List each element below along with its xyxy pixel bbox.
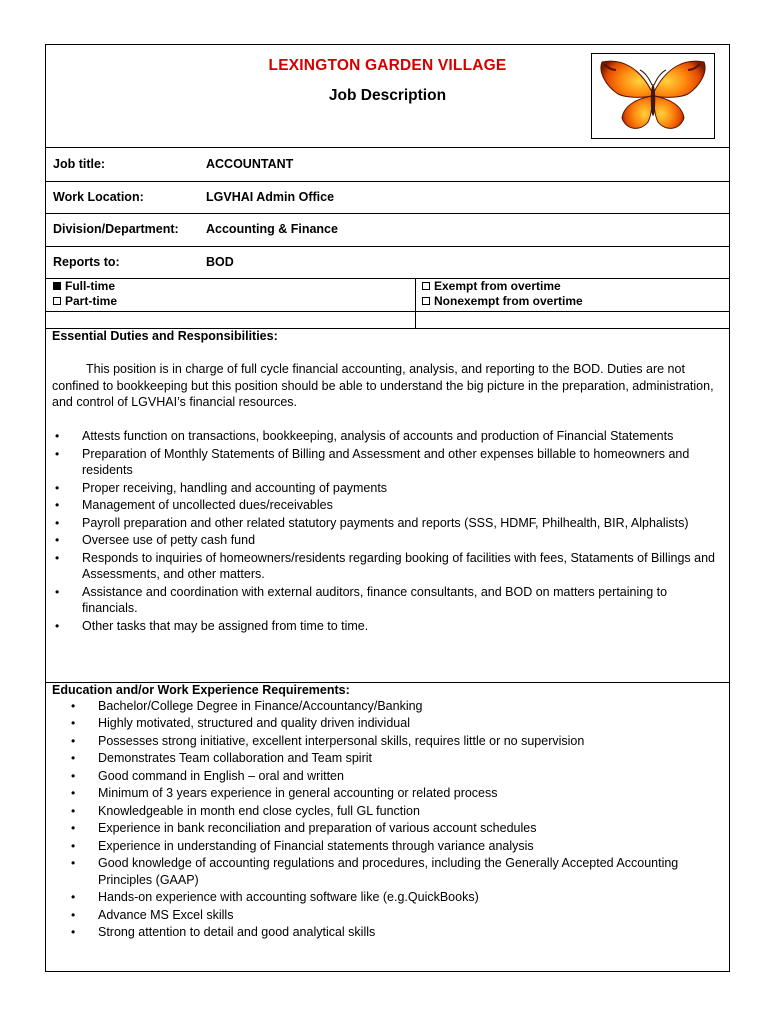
job-title-label: Job title: <box>53 157 106 171</box>
work-location-value: LGVHAI Admin Office <box>206 190 335 204</box>
duties-section-title: Essential Duties and Responsibilities: <box>52 329 278 343</box>
list-item-text: Advance MS Excel skills <box>98 907 234 922</box>
list-item-text: Experience in understanding of Financial statements through variance analysis <box>98 838 534 853</box>
list-item <box>68 838 708 855</box>
list-item <box>68 733 708 750</box>
exempt-label: Exempt from overtime <box>434 279 561 293</box>
list-item <box>68 855 708 888</box>
divider <box>46 213 729 214</box>
list-item-text: Payroll preparation and other related statutory payments and reports (SSS, HDMF, Philhealth, BIR, Alphalists) <box>82 515 689 530</box>
job-title-value: ACCOUNTANT <box>206 157 294 171</box>
list-item-text: Knowledgeable in month end close cycles, full GL function <box>98 803 420 818</box>
exempt-option[interactable] <box>422 279 561 293</box>
work-location-label: Work Location: <box>53 190 144 204</box>
full-time-label: Full-time <box>65 279 115 293</box>
job-description-document <box>45 44 730 972</box>
bullet-icon: • <box>55 429 60 443</box>
bullet-icon: • <box>55 480 60 495</box>
bullet-icon: • <box>55 498 60 512</box>
butterfly-icon <box>592 54 714 138</box>
list-item <box>68 715 708 732</box>
bullet-icon: • <box>71 821 76 836</box>
list-item <box>68 785 708 802</box>
list-item-text: Highly motivated, structured and quality driven individual <box>98 716 410 731</box>
list-item <box>52 480 720 497</box>
bullet-icon: • <box>71 786 76 801</box>
reports-to-label: Reports to: <box>53 255 120 269</box>
list-item-text: Hands-on experience with accounting software like (e.g.QuickBooks) <box>98 890 479 905</box>
requirements-list <box>68 698 708 942</box>
list-item-text: Other tasks that may be assigned from time to time. <box>82 618 369 633</box>
divider <box>46 246 729 247</box>
divider <box>46 181 729 182</box>
list-item-text: Management of uncollected dues/receivables <box>82 498 333 512</box>
list-item <box>52 515 720 532</box>
list-item <box>68 750 708 767</box>
list-item-text: Proper receiving, handling and accounting of payments <box>82 480 388 495</box>
division-label: Division/Department: <box>53 222 179 236</box>
list-item <box>68 803 708 820</box>
list-item-text: Bachelor/College Degree in Finance/Accountancy/Banking <box>98 699 423 713</box>
list-item <box>68 698 708 715</box>
list-item-text: Attests function on transactions, bookkeeping, analysis of accounts and production of Financial Statements <box>82 429 674 443</box>
unchecked-box-icon <box>422 297 430 305</box>
list-item <box>52 428 720 445</box>
divider <box>46 147 729 148</box>
bullet-icon: • <box>71 856 76 871</box>
bullet-icon: • <box>55 533 60 547</box>
list-item <box>52 584 720 617</box>
bullet-icon: • <box>71 699 76 713</box>
list-item-text: Possesses strong initiative, excellent interpersonal skills, requires little or no supervision <box>98 733 585 748</box>
bullet-icon: • <box>71 768 76 783</box>
list-item-text: Good knowledge of accounting regulations and procedures, including the Generally Accepted Accounting Principles (GAAP) <box>98 856 679 887</box>
list-item <box>52 550 720 583</box>
list-item-text: Minimum of 3 years experience in general accounting or related process <box>98 786 498 801</box>
nonexempt-option[interactable] <box>422 294 583 308</box>
document-title: Job Description <box>328 87 447 104</box>
division-value: Accounting & Finance <box>206 222 338 236</box>
list-item-text: Assistance and coordination with external auditors, finance consultants, and BOD on matters pertaining to financials. <box>82 584 668 615</box>
requirements-section-title: Education and/or Work Experience Requirements: <box>52 683 350 697</box>
list-item <box>68 924 708 941</box>
part-time-option[interactable] <box>53 294 117 308</box>
bullet-icon: • <box>55 515 60 530</box>
duties-list <box>52 428 720 635</box>
bullet-icon: • <box>55 618 60 633</box>
bullet-icon: • <box>71 907 76 922</box>
divider <box>46 311 729 312</box>
document-header <box>46 45 729 147</box>
bullet-icon: • <box>71 925 76 940</box>
list-item-text: Demonstrates Team collaboration and Team spirit <box>98 751 372 766</box>
unchecked-box-icon <box>422 282 430 290</box>
list-item-text: Strong attention to detail and good analytical skills <box>98 925 376 940</box>
list-item <box>52 532 720 549</box>
reports-to-value: BOD <box>206 255 234 269</box>
bullet-icon: • <box>71 803 76 818</box>
full-time-option[interactable] <box>53 279 115 293</box>
list-item <box>68 889 708 906</box>
list-item-text: Oversee use of petty cash fund <box>82 533 256 547</box>
list-item <box>68 907 708 924</box>
list-item-text: Experience in bank reconciliation and preparation of various account schedules <box>98 821 537 836</box>
bullet-icon: • <box>55 446 60 461</box>
column-divider <box>415 278 416 328</box>
organization-name: LEXINGTON GARDEN VILLAGE <box>268 57 507 74</box>
logo-frame <box>591 53 715 139</box>
list-item-text: Preparation of Monthly Statements of Billing and Assessment and other expenses billable to homeowners and residents <box>82 446 690 477</box>
checked-box-icon <box>53 282 61 290</box>
unchecked-box-icon <box>53 297 61 305</box>
duties-intro-text: This position is in charge of full cycle financial accounting, analysis, and reporting to the BOD. Duties are not confined to bookkeeping but this position should be able to understand the big picture in the preparation, administration, and control of LGVHAI’s financial resources. <box>52 362 714 409</box>
divider <box>46 278 729 279</box>
list-item-text: Good command in English – oral and written <box>98 768 344 783</box>
list-item <box>68 820 708 837</box>
list-item-text: Responds to inquiries of homeowners/residents regarding booking of facilities with fees, Stataments of Billings and Assessments, and other matters. <box>82 550 715 581</box>
bullet-icon: • <box>71 716 76 731</box>
list-item <box>52 618 720 635</box>
bullet-icon: • <box>55 550 60 565</box>
duties-intro-paragraph <box>52 361 720 411</box>
list-item <box>52 497 720 514</box>
bullet-icon: • <box>71 751 76 766</box>
bullet-icon: • <box>71 838 76 853</box>
part-time-label: Part-time <box>65 294 118 308</box>
list-item <box>52 446 720 479</box>
bullet-icon: • <box>71 733 76 748</box>
bullet-icon: • <box>55 584 60 599</box>
list-item <box>68 768 708 785</box>
nonexempt-label: Nonexempt from overtime <box>434 294 583 308</box>
bullet-icon: • <box>71 890 76 905</box>
